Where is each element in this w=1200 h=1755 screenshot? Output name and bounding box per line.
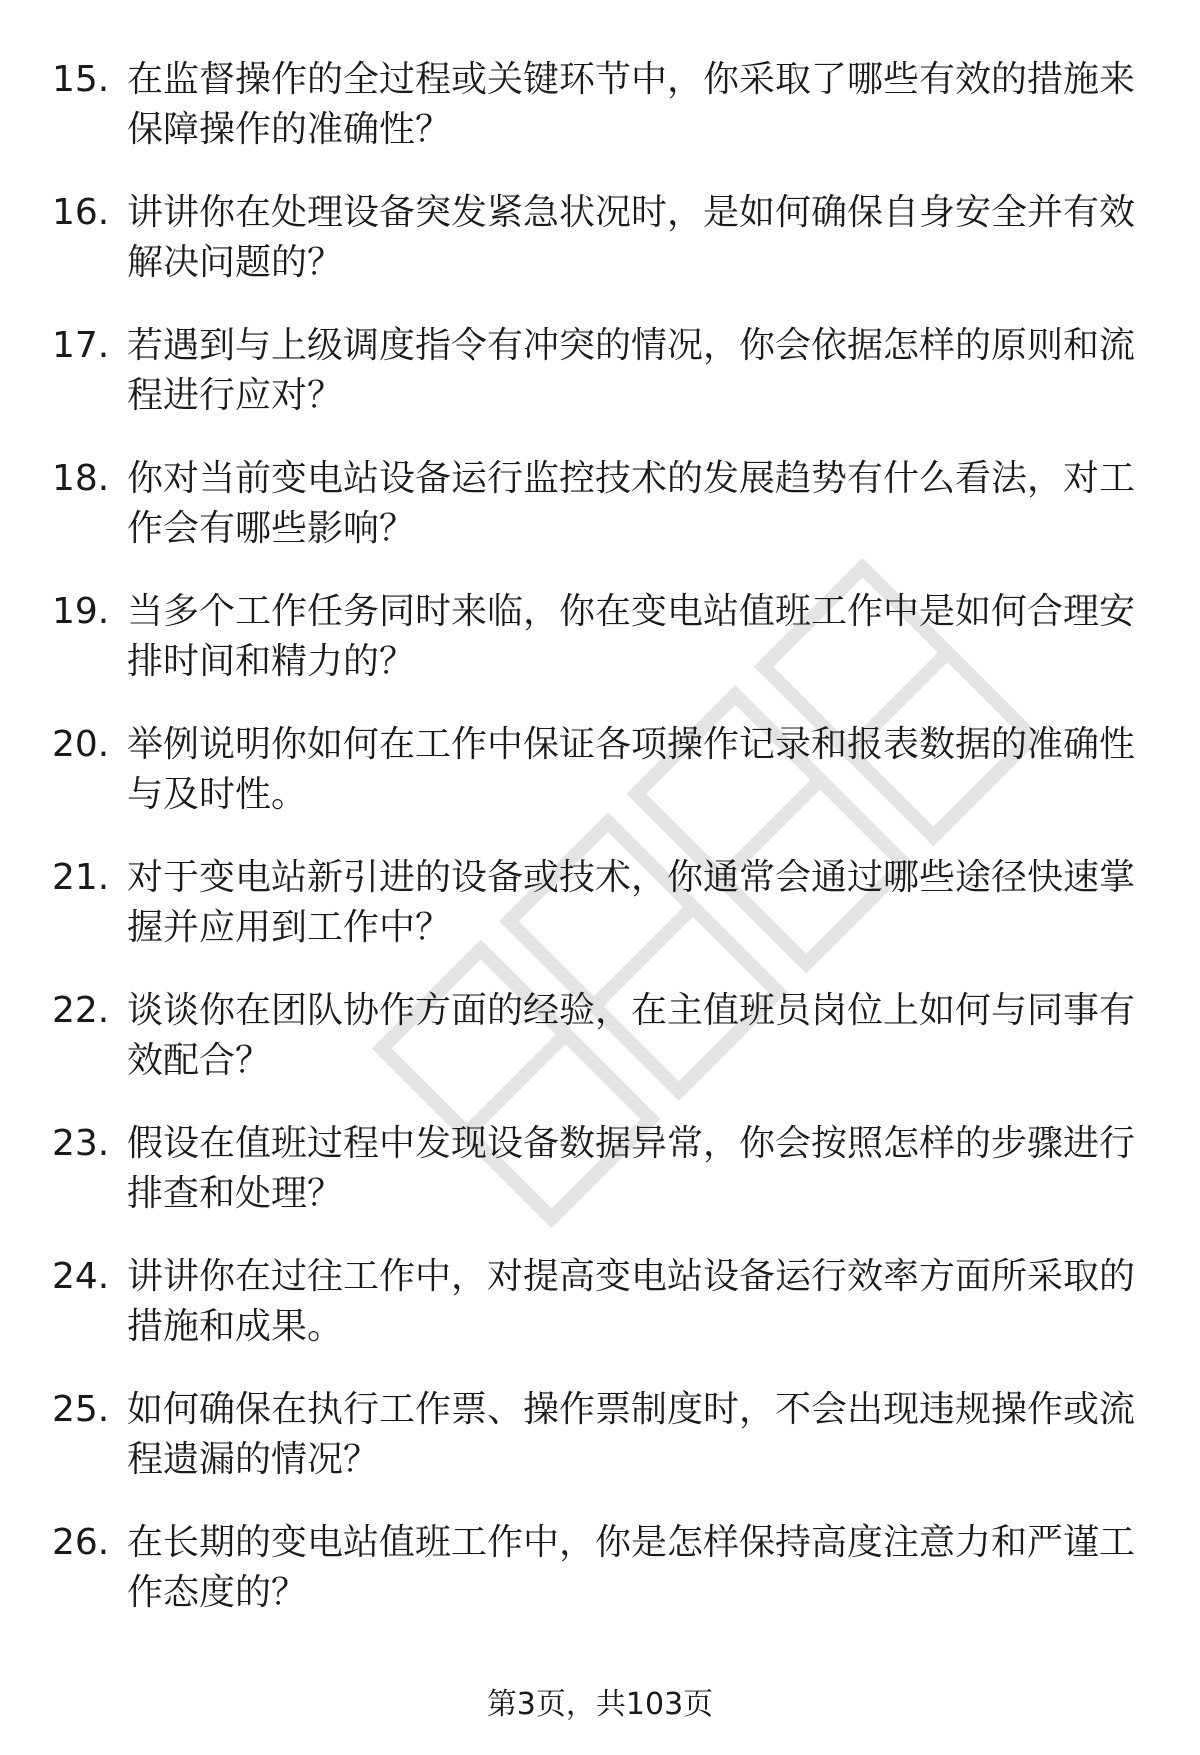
- question-text: 举例说明你如何在工作中保证各项操作记录和报表数据的准确性与及时性。: [127, 724, 1136, 815]
- question-item: [52, 1119, 1152, 1252]
- question-number: 19.: [52, 591, 110, 632]
- question-number: 23.: [52, 1123, 110, 1164]
- question-list: [52, 55, 1152, 1651]
- question-number: 21.: [52, 857, 110, 898]
- question-number: 22.: [52, 990, 110, 1031]
- question-number: 25.: [52, 1389, 110, 1430]
- question-number: 17.: [52, 325, 110, 366]
- question-text: 假设在值班过程中发现设备数据异常，你会按照怎样的步骤进行排查和处理？: [127, 1123, 1136, 1214]
- question-item: [52, 720, 1152, 853]
- question-number: 24.: [52, 1256, 110, 1297]
- question-text: 如何确保在执行工作票、操作票制度时，不会出现违规操作或流程遗漏的情况？: [127, 1389, 1136, 1480]
- question-number: 18.: [52, 458, 110, 499]
- question-text: 在监督操作的全过程或关键环节中，你采取了哪些有效的措施来保障操作的准确性？: [127, 59, 1136, 150]
- question-number: 16.: [52, 192, 110, 233]
- question-item: [52, 853, 1152, 986]
- question-number: 20.: [52, 724, 110, 765]
- question-text: 对于变电站新引进的设备或技术，你通常会通过哪些途径快速掌握并应用到工作中？: [127, 857, 1136, 948]
- question-text: 谈谈你在团队协作方面的经验，在主值班员岗位上如何与同事有效配合？: [127, 990, 1136, 1081]
- question-text: 若遇到与上级调度指令有冲突的情况，你会依据怎样的原则和流程进行应对？: [127, 325, 1136, 416]
- page-number-footer: 第3页，共103页: [486, 1687, 714, 1722]
- question-text: 当多个工作任务同时来临，你在变电站值班工作中是如何合理安排时间和精力的？: [127, 591, 1136, 682]
- question-item: [52, 454, 1152, 587]
- question-item: [52, 1385, 1152, 1518]
- question-item: [52, 188, 1152, 321]
- question-item: [52, 321, 1152, 454]
- question-item: [52, 1518, 1152, 1651]
- question-item: [52, 986, 1152, 1119]
- question-item: [52, 1252, 1152, 1385]
- question-text: 讲讲你在处理设备突发紧急状况时，是如何确保自身安全并有效解决问题的？: [127, 192, 1136, 283]
- question-item: [52, 55, 1152, 188]
- question-number: 15.: [52, 59, 110, 100]
- question-number: 26.: [52, 1522, 110, 1563]
- question-text: 在长期的变电站值班工作中，你是怎样保持高度注意力和严谨工作态度的？: [127, 1522, 1136, 1613]
- question-text: 讲讲你在过往工作中，对提高变电站设备运行效率方面所采取的措施和成果。: [127, 1256, 1136, 1347]
- question-text: 你对当前变电站设备运行监控技术的发展趋势有什么看法，对工作会有哪些影响？: [127, 458, 1136, 549]
- question-item: [52, 587, 1152, 720]
